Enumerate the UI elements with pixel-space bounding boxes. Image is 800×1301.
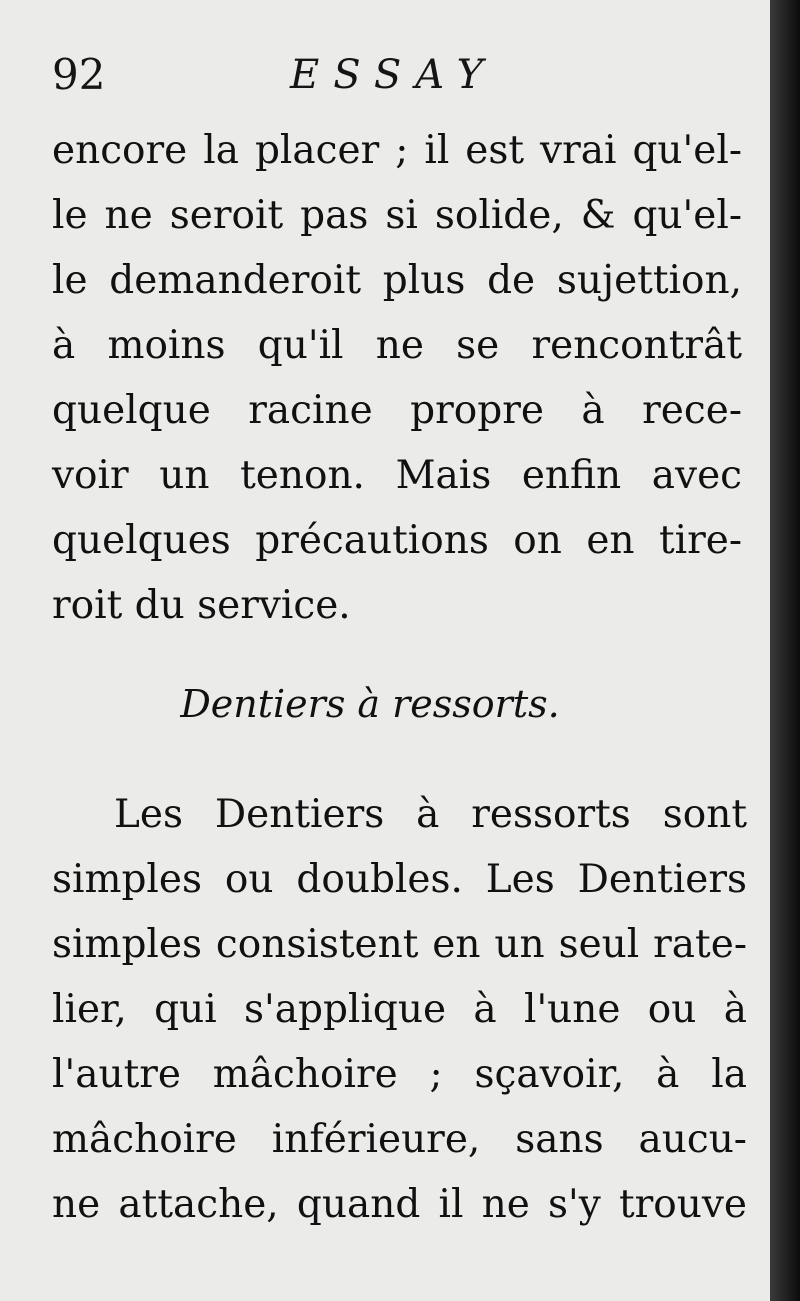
text-line: simples ou doubles. Les Dentiers bbox=[52, 857, 747, 902]
page-number: 92 bbox=[52, 50, 106, 99]
text-line: roit du service. bbox=[52, 583, 351, 628]
text-line: encore la placer ; il est vrai qu'el- bbox=[52, 128, 742, 173]
text-line: l'autre mâchoire ; sçavoir, à la bbox=[52, 1052, 747, 1097]
text-line: le ne seroit pas si solide, & qu'el- bbox=[52, 193, 742, 238]
section-heading: Dentiers à ressorts. bbox=[180, 682, 560, 726]
page-edge-shadow bbox=[770, 0, 800, 1301]
text-line: lier, qui s'applique à l'une ou à bbox=[52, 987, 747, 1032]
paragraph-1 bbox=[52, 118, 742, 638]
text-line: ne attache, quand il ne s'y trouve bbox=[52, 1182, 747, 1227]
text-line: le demanderoit plus de sujettion, bbox=[52, 258, 742, 303]
running-head: ESSAY bbox=[290, 52, 497, 98]
text-line: quelques précautions on en tire- bbox=[52, 518, 742, 563]
page-header bbox=[52, 50, 752, 100]
text-line: voir un tenon. Mais enfin avec bbox=[52, 453, 742, 498]
text-line: Les Dentiers à ressorts sont bbox=[114, 792, 747, 837]
text-line: simples consistent en un seul rate- bbox=[52, 922, 747, 967]
paragraph-2 bbox=[52, 782, 747, 1237]
text-line: mâchoire inférieure, sans aucu- bbox=[52, 1117, 747, 1162]
text-line: quelque racine propre à rece- bbox=[52, 388, 742, 433]
text-line: à moins qu'il ne se rencontrât bbox=[52, 323, 742, 368]
